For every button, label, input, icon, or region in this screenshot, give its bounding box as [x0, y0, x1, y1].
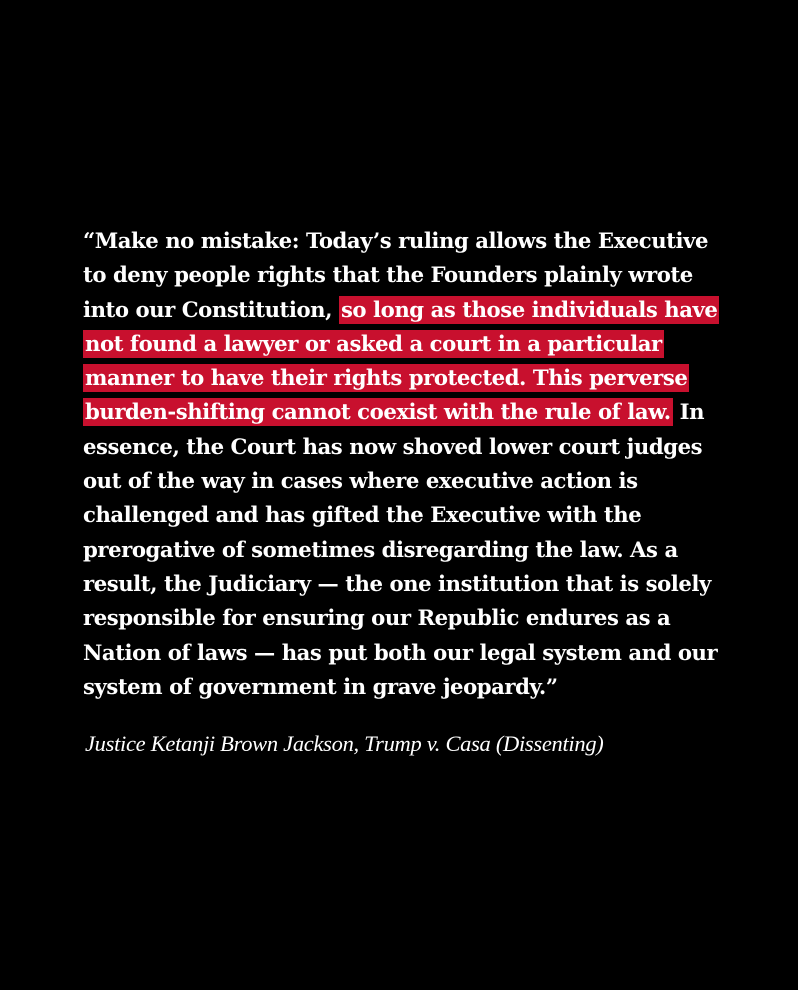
quote-text — [83, 224, 735, 704]
quote-highlight: so long as those individuals have not found a lawyer or asked a court in a particular manner to have their rights protected. This perverse burden-shifting cannot coexist with the rule of law. — [85, 296, 718, 425]
quote-text-after: In essence, the Court has now shoved lower court judges out of the way in cases where executive action is challenged and has gifted the Executive with the prerogative of sometimes disregarding the law. As a result, the Judiciary — the one institution that is solely responsible for ensuring our Republic endures as a Nation of laws — has put both our legal system and our system of government in grave jeopardy.” — [83, 399, 718, 699]
quote-attribution: Justice Ketanji Brown Jackson, Trump v. Casa (Dissenting) — [85, 731, 604, 756]
quote-text-before: “Make no mistake: Today’s ruling allows the Executive to deny people rights that the Founders plainly wrote into our Constitution, — [83, 228, 709, 322]
